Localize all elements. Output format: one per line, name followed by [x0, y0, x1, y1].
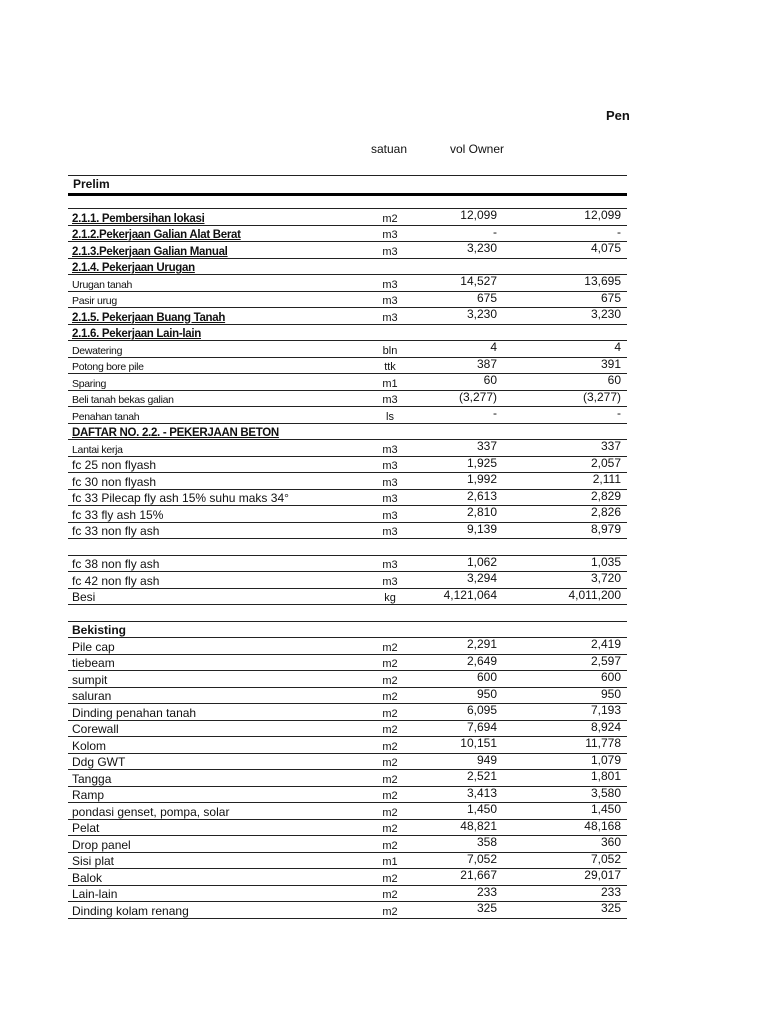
vol-owner-value: 233 — [476, 884, 497, 899]
vol-owner-value: 4,121,064 — [443, 587, 497, 602]
vol-owner-value: 3,230 — [466, 241, 497, 255]
vol-owner-value: 1,062 — [466, 554, 497, 569]
page-title: Pen — [606, 108, 630, 123]
item-name: Corewall — [72, 722, 119, 736]
item-unit: m3 — [382, 229, 398, 241]
vol-owner-value: 387 — [476, 356, 497, 371]
table-row — [68, 820, 627, 837]
item-unit: m3 — [382, 443, 398, 456]
vol-value: 3,580 — [590, 785, 621, 800]
table-row — [68, 424, 627, 441]
vol-owner-value: 12,099 — [460, 208, 497, 222]
item-unit: m2 — [382, 806, 398, 819]
table-row — [68, 704, 627, 721]
item-name: Sparing — [72, 377, 107, 390]
table-row — [68, 605, 627, 622]
vol-value: 7,193 — [590, 703, 621, 717]
table-row — [68, 506, 627, 523]
item-unit: m3 — [382, 394, 398, 406]
vol-value: 2,826 — [590, 505, 621, 519]
vol-value: 2,597 — [590, 653, 621, 668]
table-row — [68, 523, 627, 540]
item-name: Bekisting — [72, 623, 127, 637]
item-name: fc 42 non fly ash — [72, 573, 160, 588]
item-name: Dewatering — [72, 344, 123, 357]
table-row — [68, 490, 627, 507]
table-row — [68, 589, 627, 606]
table-row — [68, 275, 627, 292]
item-name: Urugan tanah — [72, 278, 133, 291]
vol-owner-value: 4 — [490, 340, 497, 354]
vol-value: 11,778 — [585, 736, 621, 750]
vol-owner-value: - — [493, 224, 497, 239]
item-name: 2.1.2.Pekerjaan Galian Alat Berat — [72, 229, 241, 241]
item-name: saluran — [72, 689, 112, 703]
item-unit: m2 — [382, 757, 398, 769]
table-row — [68, 886, 627, 903]
item-name: DAFTAR NO. 2.2. - PEKERJAAN BETON — [72, 427, 279, 439]
vol-value: 2,057 — [590, 455, 621, 470]
item-name: Pile cap — [72, 639, 115, 654]
table-row — [68, 869, 627, 886]
vol-owner-value: 2,291 — [466, 637, 497, 651]
vol-value: 950 — [600, 686, 621, 701]
item-unit: m3 — [382, 245, 398, 258]
item-name: 2.1.6. Pekerjaan Lain-lain — [72, 328, 201, 340]
table-row — [68, 902, 627, 919]
vol-value: 600 — [600, 670, 621, 684]
vol-value: - — [617, 406, 621, 420]
item-unit: m2 — [382, 674, 398, 687]
vol-value: 29,017 — [584, 868, 621, 882]
vol-owner-value: 1,992 — [466, 472, 497, 486]
vol-value: 233 — [600, 884, 621, 899]
vol-owner-value: 21,667 — [460, 868, 497, 882]
item-name: sumpit — [72, 672, 108, 687]
item-name: Dinding penahan tanah — [72, 705, 197, 720]
item-unit: m2 — [382, 658, 398, 670]
item-unit: m2 — [382, 724, 398, 736]
prelim-header — [68, 175, 627, 196]
table-row — [68, 259, 627, 276]
table-row — [68, 688, 627, 705]
vol-value: 13,695 — [584, 274, 621, 288]
vol-value: 2,111 — [592, 472, 621, 486]
vol-owner-value: 3,230 — [466, 307, 497, 321]
item-name: Pelat — [72, 821, 100, 835]
item-name: Beli tanah bekas galian — [72, 394, 174, 406]
item-unit: m3 — [382, 493, 398, 505]
vol-value: 325 — [600, 901, 621, 915]
item-unit: m3 — [382, 509, 398, 522]
vol-owner-value: 325 — [476, 901, 497, 915]
vol-value: 337 — [600, 439, 621, 453]
item-unit: m1 — [382, 856, 398, 868]
vol-value: 8,979 — [590, 521, 621, 536]
vol-value: 2,829 — [590, 488, 621, 503]
vol-owner-value: 675 — [476, 290, 497, 305]
vol-owner-value: 950 — [476, 686, 497, 701]
vol-value: 391 — [600, 356, 621, 371]
item-unit: m3 — [382, 311, 398, 324]
item-unit: ls — [386, 410, 394, 423]
vol-owner-value: 9,139 — [466, 521, 497, 536]
item-name: pondasi genset, pompa, solar — [72, 804, 230, 819]
vol-value: 4 — [614, 340, 621, 354]
vol-value: 4,011,200 — [568, 587, 621, 602]
quantity-table — [68, 208, 627, 919]
item-unit: m2 — [382, 839, 398, 852]
vol-value: 1,801 — [590, 769, 621, 783]
table-row — [68, 457, 627, 474]
item-unit: bln — [382, 344, 398, 357]
vol-value: 1,079 — [590, 752, 621, 767]
item-name: fc 30 non flyash — [72, 474, 157, 489]
item-unit: ttk — [384, 361, 396, 373]
vol-owner-value: 1,925 — [466, 455, 497, 470]
table-row — [68, 325, 627, 342]
vol-owner-value: 60 — [483, 373, 497, 387]
vol-value: 2,419 — [590, 637, 621, 651]
vol-owner-value: - — [493, 406, 497, 420]
vol-owner-value: 7,052 — [466, 851, 497, 866]
table-row — [68, 473, 627, 490]
table-row — [68, 803, 627, 820]
vol-owner-value: (3,277) — [458, 389, 497, 404]
table-row — [68, 737, 627, 754]
vol-owner-value: 2,613 — [466, 488, 497, 503]
table-row — [68, 787, 627, 804]
table-row — [68, 226, 627, 243]
vol-value: 1,450 — [590, 802, 621, 816]
vol-owner-value: 1,450 — [466, 802, 497, 816]
item-name: 2.1.5. Pekerjaan Buang Tanah — [72, 311, 226, 324]
item-name: fc 33 Pilecap fly ash 15% suhu maks 34° — [72, 491, 289, 505]
table-row — [68, 539, 627, 556]
table-row — [68, 242, 627, 259]
column-header-vol-owner: vol Owner — [450, 142, 505, 156]
item-name: tiebeam — [72, 656, 115, 670]
item-name: Penahan tanah — [72, 410, 140, 423]
vol-owner-value: 10,151 — [460, 736, 497, 750]
table-row — [68, 754, 627, 771]
item-name: Lain-lain — [72, 887, 118, 901]
item-name: Kolom — [72, 738, 107, 753]
vol-owner-value: 358 — [476, 835, 497, 849]
item-name: fc 38 non fly ash — [72, 557, 160, 571]
item-unit: m2 — [382, 707, 398, 720]
item-unit: m2 — [382, 872, 398, 885]
table-row — [68, 209, 627, 226]
vol-owner-value: 600 — [476, 670, 497, 684]
item-unit: m2 — [382, 691, 398, 703]
item-unit: kg — [384, 592, 396, 604]
table-row — [68, 308, 627, 325]
item-name: Sisi plat — [72, 854, 115, 868]
vol-value: 3,720 — [590, 571, 621, 585]
item-name: Tangga — [72, 771, 112, 786]
table-row — [68, 671, 627, 688]
table-row — [68, 853, 627, 870]
vol-owner-value: 7,694 — [466, 719, 497, 734]
item-unit: m2 — [382, 641, 398, 654]
item-unit: m2 — [382, 823, 398, 835]
item-unit: m3 — [382, 476, 398, 489]
item-unit: m3 — [382, 295, 398, 307]
vol-value: 48,168 — [584, 818, 621, 833]
vol-value: 8,924 — [590, 719, 621, 734]
item-name: Dinding kolam renang — [72, 903, 189, 918]
vol-value: 7,052 — [590, 851, 621, 866]
table-row — [68, 407, 627, 424]
table-row — [68, 655, 627, 672]
vol-owner-value: 2,649 — [466, 653, 497, 668]
vol-owner-value: 2,521 — [466, 769, 497, 783]
item-unit: m3 — [382, 575, 398, 588]
item-unit: m2 — [382, 905, 398, 918]
table-row — [68, 638, 627, 655]
vol-value: 3,230 — [590, 307, 621, 321]
item-unit: m2 — [382, 790, 398, 802]
vol-value: 60 — [607, 373, 621, 387]
table-row — [68, 440, 627, 457]
item-name: fc 25 non flyash — [72, 458, 157, 472]
item-unit: m3 — [382, 559, 398, 571]
table-row — [68, 770, 627, 787]
item-unit: m2 — [382, 773, 398, 786]
vol-owner-value: 337 — [476, 439, 497, 453]
item-unit: m3 — [382, 278, 398, 291]
item-name: Potong bore pile — [72, 361, 144, 373]
table-row — [68, 836, 627, 853]
item-name: Pasir urug — [72, 295, 117, 307]
item-name: fc 33 non fly ash — [72, 524, 160, 538]
item-unit: m3 — [382, 460, 398, 472]
item-name: Besi — [72, 590, 96, 604]
vol-owner-value: 6,095 — [466, 703, 497, 717]
vol-owner-value: 2,810 — [466, 505, 497, 519]
item-name: Drop panel — [72, 837, 131, 852]
table-row — [68, 341, 627, 358]
vol-value: 675 — [600, 290, 621, 305]
vol-owner-value: 14,527 — [460, 274, 497, 288]
item-name: 2.1.4. Pekerjaan Urugan — [72, 262, 195, 274]
item-name: fc 33 fly ash 15% — [72, 507, 164, 522]
item-unit: m2 — [382, 212, 398, 225]
column-header-unit: satuan — [371, 142, 408, 156]
vol-owner-value: 3,294 — [466, 571, 497, 585]
table-row — [68, 556, 627, 573]
item-unit: m3 — [382, 526, 398, 538]
vol-value: 1,035 — [590, 554, 621, 569]
table-row — [68, 292, 627, 309]
vol-owner-value: 48,821 — [460, 818, 497, 833]
item-name: 2.1.3.Pekerjaan Galian Manual — [72, 245, 228, 258]
vol-value: 4,075 — [590, 241, 621, 255]
table-row — [68, 572, 627, 589]
vol-value: - — [617, 224, 621, 239]
item-name: 2.1.1. Pembersihan lokasi — [72, 212, 205, 225]
item-name: Ramp — [72, 788, 105, 802]
vol-value: 12,099 — [584, 208, 621, 222]
vol-owner-value: 3,413 — [466, 785, 497, 800]
item-name: Lantai kerja — [72, 443, 123, 456]
vol-value: (3,277) — [582, 389, 621, 404]
vol-owner-value: 949 — [476, 752, 497, 767]
table-row — [68, 374, 627, 391]
table-row — [68, 358, 627, 375]
item-unit: m1 — [382, 377, 398, 390]
item-unit: m2 — [382, 889, 398, 901]
table-row — [68, 721, 627, 738]
item-unit: m2 — [382, 740, 398, 753]
item-name: Ddg GWT — [72, 755, 126, 769]
prelim-label: Prelim — [73, 177, 110, 191]
table-row — [68, 391, 627, 408]
vol-value: 360 — [600, 835, 621, 849]
table-row — [68, 622, 627, 639]
item-name: Balok — [72, 870, 103, 885]
